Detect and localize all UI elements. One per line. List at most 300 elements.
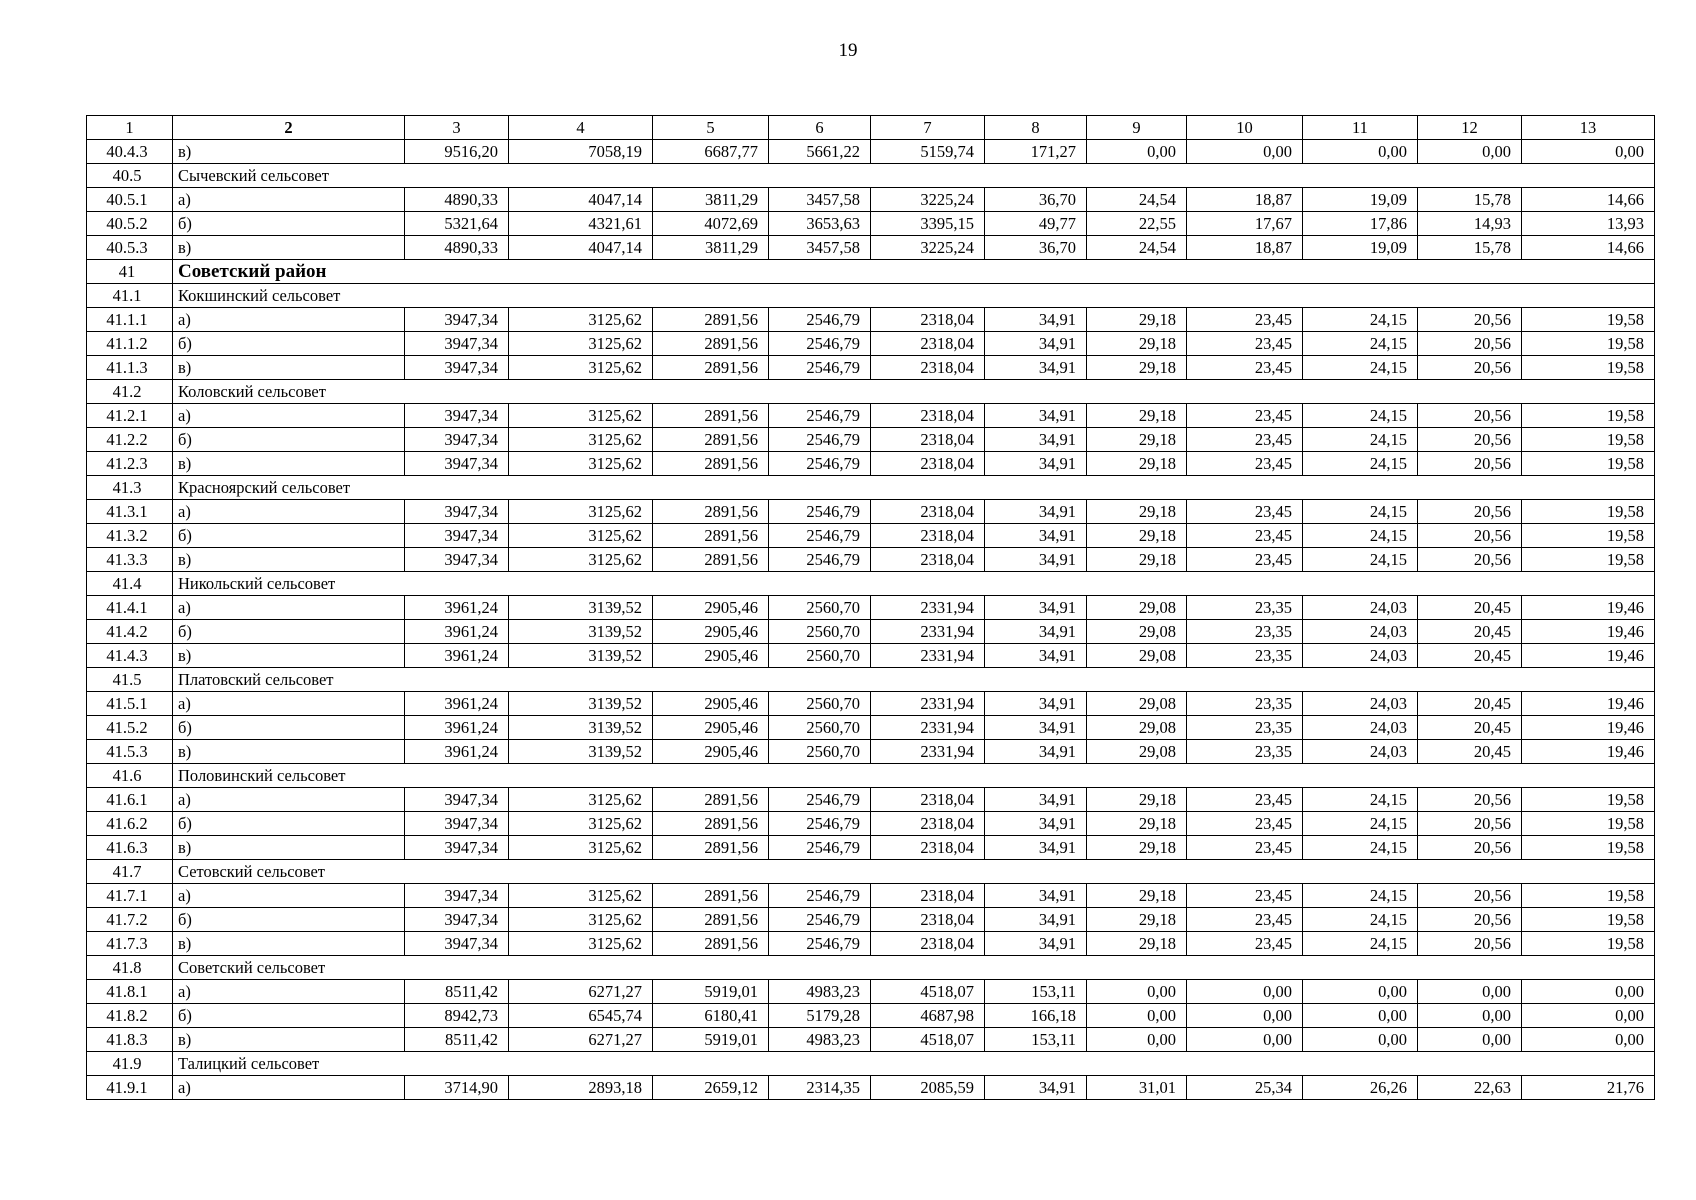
value-cell: 20,56 — [1418, 812, 1522, 836]
value-cell: 2891,56 — [653, 788, 769, 812]
table-row — [87, 452, 1655, 476]
column-header: 10 — [1187, 116, 1303, 140]
value-cell: 34,91 — [985, 1076, 1087, 1100]
value-cell: 3947,34 — [405, 428, 509, 452]
value-cell: 3947,34 — [405, 404, 509, 428]
value-cell: 3139,52 — [509, 740, 653, 764]
value-cell: 24,15 — [1303, 428, 1418, 452]
value-cell: 19,58 — [1522, 500, 1655, 524]
value-cell: 2905,46 — [653, 740, 769, 764]
value-cell: 0,00 — [1087, 1004, 1187, 1028]
row-label: б) — [173, 1004, 405, 1028]
row-code: 41.3.1 — [87, 500, 173, 524]
value-cell: 4321,61 — [509, 212, 653, 236]
value-cell: 0,00 — [1522, 980, 1655, 1004]
value-cell: 2560,70 — [769, 620, 871, 644]
value-cell: 22,63 — [1418, 1076, 1522, 1100]
value-cell: 23,45 — [1187, 404, 1303, 428]
value-cell: 3947,34 — [405, 884, 509, 908]
row-label: в) — [173, 1028, 405, 1052]
value-cell: 31,01 — [1087, 1076, 1187, 1100]
value-cell: 0,00 — [1187, 140, 1303, 164]
value-cell: 2318,04 — [871, 836, 985, 860]
row-label: в) — [173, 236, 405, 260]
value-cell: 3947,34 — [405, 524, 509, 548]
value-cell: 20,56 — [1418, 788, 1522, 812]
section-name: Советский сельсовет — [173, 956, 1655, 980]
value-cell: 17,67 — [1187, 212, 1303, 236]
value-cell: 5179,28 — [769, 1004, 871, 1028]
value-cell: 0,00 — [1418, 1028, 1522, 1052]
value-cell: 2891,56 — [653, 500, 769, 524]
value-cell: 24,15 — [1303, 908, 1418, 932]
value-cell: 23,45 — [1187, 548, 1303, 572]
value-cell: 19,58 — [1522, 308, 1655, 332]
value-cell: 15,78 — [1418, 236, 1522, 260]
value-cell: 4047,14 — [509, 236, 653, 260]
value-cell: 24,03 — [1303, 692, 1418, 716]
value-cell: 2893,18 — [509, 1076, 653, 1100]
row-code: 41.8 — [87, 956, 173, 980]
value-cell: 34,91 — [985, 692, 1087, 716]
column-header: 2 — [173, 116, 405, 140]
value-cell: 2318,04 — [871, 500, 985, 524]
row-label: а) — [173, 500, 405, 524]
value-cell: 3139,52 — [509, 596, 653, 620]
column-header: 8 — [985, 116, 1087, 140]
value-cell: 23,45 — [1187, 308, 1303, 332]
value-cell: 14,66 — [1522, 188, 1655, 212]
value-cell: 24,03 — [1303, 596, 1418, 620]
value-cell: 2331,94 — [871, 596, 985, 620]
value-cell: 34,91 — [985, 596, 1087, 620]
value-cell: 29,18 — [1087, 356, 1187, 380]
value-cell: 20,56 — [1418, 356, 1522, 380]
value-cell: 4890,33 — [405, 188, 509, 212]
value-cell: 34,91 — [985, 620, 1087, 644]
value-cell: 19,58 — [1522, 548, 1655, 572]
value-cell: 14,93 — [1418, 212, 1522, 236]
value-cell: 29,08 — [1087, 596, 1187, 620]
value-cell: 0,00 — [1522, 140, 1655, 164]
value-cell: 24,15 — [1303, 524, 1418, 548]
value-cell: 2546,79 — [769, 356, 871, 380]
row-code: 41.3.3 — [87, 548, 173, 572]
value-cell: 19,58 — [1522, 788, 1655, 812]
value-cell: 20,56 — [1418, 884, 1522, 908]
table-row — [87, 932, 1655, 956]
column-header: 4 — [509, 116, 653, 140]
row-code: 41.5.2 — [87, 716, 173, 740]
value-cell: 29,18 — [1087, 908, 1187, 932]
value-cell: 19,46 — [1522, 620, 1655, 644]
row-label: а) — [173, 1076, 405, 1100]
table-row — [87, 596, 1655, 620]
value-cell: 3125,62 — [509, 932, 653, 956]
value-cell: 4518,07 — [871, 1028, 985, 1052]
section-name: Платовский сельсовет — [173, 668, 1655, 692]
value-cell: 19,58 — [1522, 356, 1655, 380]
value-cell: 24,15 — [1303, 932, 1418, 956]
value-cell: 34,91 — [985, 332, 1087, 356]
value-cell: 3947,34 — [405, 812, 509, 836]
value-cell: 23,45 — [1187, 932, 1303, 956]
value-cell: 24,03 — [1303, 644, 1418, 668]
row-label: б) — [173, 716, 405, 740]
row-label: а) — [173, 980, 405, 1004]
row-code: 41.2.2 — [87, 428, 173, 452]
value-cell: 3457,58 — [769, 236, 871, 260]
value-cell: 20,56 — [1418, 836, 1522, 860]
value-cell: 0,00 — [1187, 980, 1303, 1004]
value-cell: 3961,24 — [405, 644, 509, 668]
value-cell: 0,00 — [1187, 1028, 1303, 1052]
district-row — [87, 260, 1655, 284]
value-cell: 23,35 — [1187, 692, 1303, 716]
value-cell: 29,08 — [1087, 740, 1187, 764]
value-cell: 20,56 — [1418, 428, 1522, 452]
value-cell: 23,45 — [1187, 884, 1303, 908]
row-code: 41.9 — [87, 1052, 173, 1076]
row-label: а) — [173, 308, 405, 332]
table-row — [87, 1028, 1655, 1052]
row-label: б) — [173, 332, 405, 356]
row-code: 41.1.3 — [87, 356, 173, 380]
row-code: 41.2 — [87, 380, 173, 404]
value-cell: 19,09 — [1303, 236, 1418, 260]
value-cell: 2560,70 — [769, 644, 871, 668]
value-cell: 19,58 — [1522, 908, 1655, 932]
value-cell: 2546,79 — [769, 788, 871, 812]
value-cell: 2318,04 — [871, 356, 985, 380]
value-cell: 2546,79 — [769, 428, 871, 452]
section-row — [87, 956, 1655, 980]
row-code: 41.6.3 — [87, 836, 173, 860]
value-cell: 2318,04 — [871, 308, 985, 332]
value-cell: 2318,04 — [871, 548, 985, 572]
value-cell: 0,00 — [1418, 1004, 1522, 1028]
section-row — [87, 476, 1655, 500]
section-name: Красноярский сельсовет — [173, 476, 1655, 500]
row-code: 41.3.2 — [87, 524, 173, 548]
value-cell: 29,18 — [1087, 452, 1187, 476]
row-code: 40.4.3 — [87, 140, 173, 164]
value-cell: 20,56 — [1418, 500, 1522, 524]
value-cell: 34,91 — [985, 812, 1087, 836]
value-cell: 5159,74 — [871, 140, 985, 164]
value-cell: 2546,79 — [769, 932, 871, 956]
value-cell: 2546,79 — [769, 836, 871, 860]
row-code: 41.4.2 — [87, 620, 173, 644]
value-cell: 0,00 — [1418, 140, 1522, 164]
value-cell: 2891,56 — [653, 908, 769, 932]
table-row — [87, 356, 1655, 380]
row-label: а) — [173, 788, 405, 812]
value-cell: 24,15 — [1303, 308, 1418, 332]
value-cell: 19,58 — [1522, 428, 1655, 452]
table-row — [87, 500, 1655, 524]
section-name: Сычевский сельсовет — [173, 164, 1655, 188]
value-cell: 23,45 — [1187, 428, 1303, 452]
header-row — [87, 116, 1655, 140]
table-row — [87, 884, 1655, 908]
value-cell: 23,35 — [1187, 644, 1303, 668]
value-cell: 3961,24 — [405, 716, 509, 740]
section-row — [87, 1052, 1655, 1076]
value-cell: 34,91 — [985, 740, 1087, 764]
column-header: 13 — [1522, 116, 1655, 140]
value-cell: 36,70 — [985, 236, 1087, 260]
value-cell: 29,18 — [1087, 524, 1187, 548]
column-header: 12 — [1418, 116, 1522, 140]
row-code: 41.5.3 — [87, 740, 173, 764]
value-cell: 19,58 — [1522, 524, 1655, 548]
value-cell: 24,15 — [1303, 812, 1418, 836]
column-header: 1 — [87, 116, 173, 140]
row-label: в) — [173, 356, 405, 380]
row-label: в) — [173, 644, 405, 668]
value-cell: 24,15 — [1303, 356, 1418, 380]
value-cell: 2331,94 — [871, 620, 985, 644]
row-label: в) — [173, 740, 405, 764]
value-cell: 2891,56 — [653, 812, 769, 836]
value-cell: 23,35 — [1187, 596, 1303, 620]
table-row — [87, 140, 1655, 164]
value-cell: 8942,73 — [405, 1004, 509, 1028]
value-cell: 19,58 — [1522, 932, 1655, 956]
value-cell: 23,45 — [1187, 452, 1303, 476]
table-row — [87, 836, 1655, 860]
value-cell: 3125,62 — [509, 548, 653, 572]
table-body — [87, 116, 1655, 1100]
value-cell: 29,18 — [1087, 884, 1187, 908]
value-cell: 153,11 — [985, 1028, 1087, 1052]
value-cell: 3225,24 — [871, 236, 985, 260]
value-cell: 23,45 — [1187, 908, 1303, 932]
value-cell: 0,00 — [1087, 980, 1187, 1004]
value-cell: 22,55 — [1087, 212, 1187, 236]
row-code: 41.7.3 — [87, 932, 173, 956]
value-cell: 3947,34 — [405, 932, 509, 956]
value-cell: 17,86 — [1303, 212, 1418, 236]
value-cell: 24,54 — [1087, 188, 1187, 212]
section-row — [87, 284, 1655, 308]
value-cell: 6687,77 — [653, 140, 769, 164]
value-cell: 23,35 — [1187, 716, 1303, 740]
row-code: 41.6 — [87, 764, 173, 788]
value-cell: 171,27 — [985, 140, 1087, 164]
value-cell: 2546,79 — [769, 404, 871, 428]
value-cell: 2891,56 — [653, 932, 769, 956]
value-cell: 24,15 — [1303, 884, 1418, 908]
row-code: 41.5.1 — [87, 692, 173, 716]
row-label: в) — [173, 548, 405, 572]
value-cell: 24,15 — [1303, 500, 1418, 524]
value-cell: 29,18 — [1087, 428, 1187, 452]
value-cell: 5661,22 — [769, 140, 871, 164]
value-cell: 29,18 — [1087, 788, 1187, 812]
value-cell: 24,15 — [1303, 452, 1418, 476]
value-cell: 34,91 — [985, 716, 1087, 740]
value-cell: 34,91 — [985, 404, 1087, 428]
table-row — [87, 788, 1655, 812]
value-cell: 29,18 — [1087, 932, 1187, 956]
value-cell: 3125,62 — [509, 788, 653, 812]
row-code: 41.8.2 — [87, 1004, 173, 1028]
value-cell: 2318,04 — [871, 932, 985, 956]
row-label: а) — [173, 692, 405, 716]
value-cell: 23,45 — [1187, 788, 1303, 812]
value-cell: 20,56 — [1418, 932, 1522, 956]
row-label: б) — [173, 620, 405, 644]
value-cell: 153,11 — [985, 980, 1087, 1004]
value-cell: 2905,46 — [653, 596, 769, 620]
table-row — [87, 740, 1655, 764]
row-label: в) — [173, 452, 405, 476]
row-code: 41.5 — [87, 668, 173, 692]
value-cell: 3714,90 — [405, 1076, 509, 1100]
value-cell: 3961,24 — [405, 740, 509, 764]
value-cell: 34,91 — [985, 356, 1087, 380]
value-cell: 5919,01 — [653, 980, 769, 1004]
value-cell: 19,46 — [1522, 692, 1655, 716]
value-cell: 2331,94 — [871, 716, 985, 740]
value-cell: 3139,52 — [509, 716, 653, 740]
value-cell: 3947,34 — [405, 308, 509, 332]
section-row — [87, 764, 1655, 788]
value-cell: 2318,04 — [871, 788, 985, 812]
value-cell: 34,91 — [985, 452, 1087, 476]
value-cell: 3653,63 — [769, 212, 871, 236]
value-cell: 34,91 — [985, 836, 1087, 860]
column-header: 3 — [405, 116, 509, 140]
table-row — [87, 980, 1655, 1004]
value-cell: 5919,01 — [653, 1028, 769, 1052]
value-cell: 29,18 — [1087, 548, 1187, 572]
value-cell: 19,46 — [1522, 596, 1655, 620]
value-cell: 34,91 — [985, 428, 1087, 452]
row-code: 41.1.2 — [87, 332, 173, 356]
value-cell: 0,00 — [1187, 1004, 1303, 1028]
value-cell: 3139,52 — [509, 644, 653, 668]
value-cell: 2891,56 — [653, 356, 769, 380]
value-cell: 20,45 — [1418, 740, 1522, 764]
value-cell: 2560,70 — [769, 596, 871, 620]
value-cell: 3125,62 — [509, 428, 653, 452]
section-row — [87, 860, 1655, 884]
row-label: а) — [173, 404, 405, 428]
value-cell: 0,00 — [1522, 1004, 1655, 1028]
value-cell: 23,35 — [1187, 740, 1303, 764]
value-cell: 19,58 — [1522, 332, 1655, 356]
value-cell: 29,18 — [1087, 332, 1187, 356]
value-cell: 24,15 — [1303, 548, 1418, 572]
value-cell: 34,91 — [985, 548, 1087, 572]
value-cell: 3125,62 — [509, 836, 653, 860]
value-cell: 3947,34 — [405, 452, 509, 476]
value-cell: 3139,52 — [509, 620, 653, 644]
row-code: 41.1.1 — [87, 308, 173, 332]
section-name: Сетовский сельсовет — [173, 860, 1655, 884]
value-cell: 2905,46 — [653, 716, 769, 740]
table-row — [87, 308, 1655, 332]
column-header: 11 — [1303, 116, 1418, 140]
section-name: Талицкий сельсовет — [173, 1052, 1655, 1076]
row-code: 41.8.3 — [87, 1028, 173, 1052]
row-code: 40.5 — [87, 164, 173, 188]
row-code: 41.2.1 — [87, 404, 173, 428]
value-cell: 8511,42 — [405, 1028, 509, 1052]
value-cell: 2546,79 — [769, 332, 871, 356]
value-cell: 20,56 — [1418, 308, 1522, 332]
value-cell: 8511,42 — [405, 980, 509, 1004]
table-row — [87, 1076, 1655, 1100]
value-cell: 18,87 — [1187, 236, 1303, 260]
value-cell: 0,00 — [1087, 140, 1187, 164]
value-cell: 24,03 — [1303, 620, 1418, 644]
value-cell: 19,58 — [1522, 812, 1655, 836]
section-row — [87, 572, 1655, 596]
value-cell: 20,45 — [1418, 620, 1522, 644]
row-label: б) — [173, 908, 405, 932]
value-cell: 2891,56 — [653, 836, 769, 860]
value-cell: 4047,14 — [509, 188, 653, 212]
value-cell: 2891,56 — [653, 428, 769, 452]
value-cell: 23,45 — [1187, 524, 1303, 548]
value-cell: 19,46 — [1522, 644, 1655, 668]
value-cell: 2891,56 — [653, 404, 769, 428]
value-cell: 2891,56 — [653, 332, 769, 356]
value-cell: 34,91 — [985, 308, 1087, 332]
value-cell: 3225,24 — [871, 188, 985, 212]
value-cell: 2659,12 — [653, 1076, 769, 1100]
row-label: а) — [173, 884, 405, 908]
table-row — [87, 716, 1655, 740]
column-header: 7 — [871, 116, 985, 140]
table-row — [87, 620, 1655, 644]
value-cell: 6180,41 — [653, 1004, 769, 1028]
value-cell: 4518,07 — [871, 980, 985, 1004]
value-cell: 2546,79 — [769, 452, 871, 476]
value-cell: 0,00 — [1522, 1028, 1655, 1052]
row-code: 41.1 — [87, 284, 173, 308]
value-cell: 3125,62 — [509, 332, 653, 356]
row-label: а) — [173, 596, 405, 620]
value-cell: 29,18 — [1087, 812, 1187, 836]
value-cell: 3125,62 — [509, 452, 653, 476]
row-code: 41.6.1 — [87, 788, 173, 812]
value-cell: 34,91 — [985, 932, 1087, 956]
value-cell: 166,18 — [985, 1004, 1087, 1028]
value-cell: 0,00 — [1303, 1028, 1418, 1052]
section-name: Коловский сельсовет — [173, 380, 1655, 404]
value-cell: 3947,34 — [405, 500, 509, 524]
section-row — [87, 668, 1655, 692]
value-cell: 2891,56 — [653, 308, 769, 332]
value-cell: 2318,04 — [871, 524, 985, 548]
row-code: 40.5.3 — [87, 236, 173, 260]
row-code: 41.4.3 — [87, 644, 173, 668]
table-row — [87, 212, 1655, 236]
value-cell: 0,00 — [1303, 980, 1418, 1004]
table-row — [87, 524, 1655, 548]
value-cell: 2318,04 — [871, 452, 985, 476]
table-row — [87, 428, 1655, 452]
value-cell: 20,56 — [1418, 452, 1522, 476]
value-cell: 20,56 — [1418, 404, 1522, 428]
value-cell: 14,66 — [1522, 236, 1655, 260]
value-cell: 20,56 — [1418, 548, 1522, 572]
